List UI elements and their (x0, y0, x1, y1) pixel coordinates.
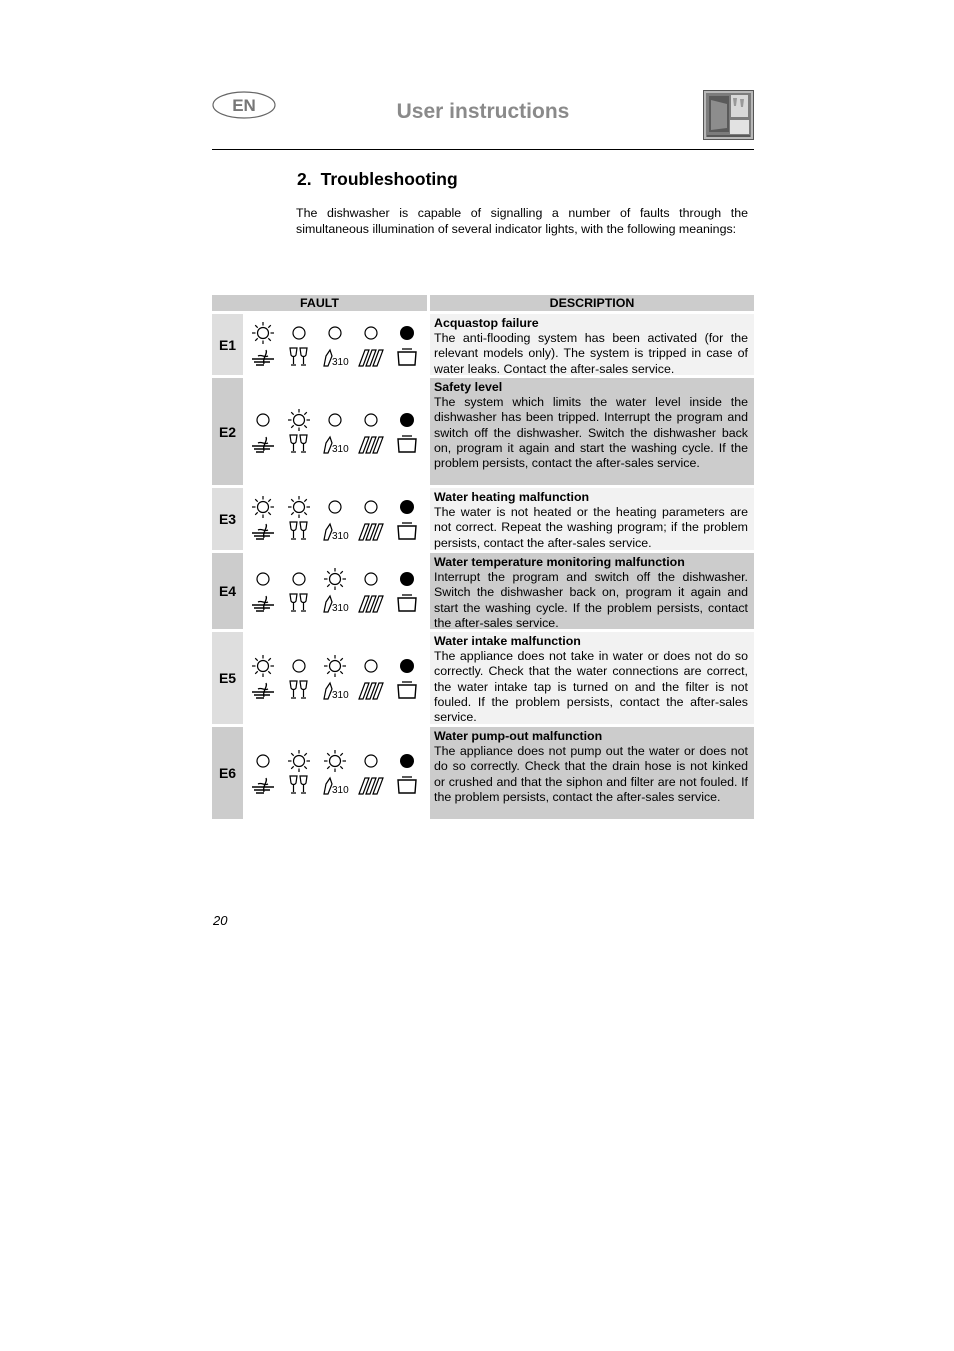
fault-text: Interrupt the program and switch off the dishwasher. Switch the dishwasher back on, program it again and start the washing cycle. If the problem persists, contact the after-sales service. (434, 570, 748, 630)
fault-description (430, 488, 754, 550)
fault-text: The appliance does not take in water or does not do so correctly. Check that the water connections are correct, the water intake tap is turned on and the filter is not fouled. If the problem persists, contact the after-sales service. (434, 649, 748, 725)
glass-icon (283, 679, 315, 701)
fault-code: E6 (212, 727, 243, 819)
indicator-light (319, 750, 351, 796)
salt-icon (319, 679, 351, 701)
language-badge (212, 90, 276, 120)
svg-text:310: 310 (332, 785, 349, 796)
fault-code: E4 (212, 553, 243, 629)
page-number: 20 (213, 913, 228, 928)
indicator-light (319, 322, 351, 368)
lamp-on-icon (394, 568, 420, 590)
salt-icon (319, 346, 351, 368)
indicator-lights (243, 488, 427, 550)
indicator-light (283, 409, 315, 455)
lamp-flashing-icon (322, 750, 348, 772)
table-row (212, 727, 754, 819)
indicator-light (283, 750, 315, 796)
indicator-lights (243, 632, 427, 724)
rinse-aid-icon (247, 346, 279, 368)
lamp-off-icon (286, 568, 312, 590)
lamp-off-icon (286, 322, 312, 344)
section-number: 2. (297, 169, 312, 189)
svg-text:310: 310 (332, 603, 349, 614)
glass-icon (283, 346, 315, 368)
cutlery-icon (355, 679, 387, 701)
rinse-aid-icon (247, 520, 279, 542)
fault-title: Acquastop failure (434, 316, 539, 330)
description-column-header: DESCRIPTION (430, 295, 754, 311)
svg-text:310: 310 (332, 443, 349, 455)
section-title-text: Troubleshooting (320, 169, 458, 189)
header-divider (212, 149, 754, 150)
indicator-light (391, 322, 423, 368)
fault-description (430, 632, 754, 724)
indicator-lights (243, 553, 427, 629)
lamp-off-icon (322, 496, 348, 518)
lamp-flashing-icon (322, 568, 348, 590)
cutlery-icon (355, 592, 387, 614)
cutlery-icon (355, 520, 387, 542)
indicator-light (391, 496, 423, 542)
pot-icon (391, 346, 423, 368)
lamp-off-icon (358, 322, 384, 344)
fault-text: The system which limits the water level inside the dishwasher has been tripped. Interrupt the program and switch off the dishwasher. Switch the dishwasher back on, program it again and start the washing cycle. If the problem persists, contact the after-sales service. (434, 395, 748, 471)
fault-description (430, 553, 754, 629)
lamp-on-icon (394, 655, 420, 677)
indicator-light (283, 568, 315, 614)
indicator-light (247, 409, 279, 455)
indicator-light (355, 322, 387, 368)
section-title (297, 169, 458, 190)
glass-icon (283, 592, 315, 614)
fault-code: E5 (212, 632, 243, 724)
indicator-light (355, 409, 387, 455)
table-row (212, 314, 754, 375)
salt-icon (319, 592, 351, 614)
dishwasher-photo-icon (703, 90, 754, 140)
indicator-light (247, 568, 279, 614)
indicator-light (355, 750, 387, 796)
lamp-on-icon (394, 750, 420, 772)
indicator-light (247, 322, 279, 368)
glass-icon (283, 433, 315, 455)
pot-icon (391, 592, 423, 614)
pot-icon (391, 774, 423, 796)
fault-code: E3 (212, 488, 243, 550)
indicator-light (283, 322, 315, 368)
fault-code: E2 (212, 378, 243, 485)
indicator-light (391, 568, 423, 614)
indicator-light (355, 568, 387, 614)
fault-title: Water temperature monitoring malfunction (434, 555, 685, 569)
indicator-light (355, 655, 387, 701)
lamp-off-icon (358, 750, 384, 772)
lamp-on-icon (394, 496, 420, 518)
fault-description (430, 314, 754, 375)
lamp-off-icon (322, 322, 348, 344)
cutlery-icon (355, 774, 387, 796)
lamp-off-icon (250, 568, 276, 590)
glass-icon (283, 520, 315, 542)
rinse-aid-icon (247, 433, 279, 455)
table-row (212, 488, 754, 550)
salt-icon (319, 774, 351, 796)
lamp-flashing-icon (286, 496, 312, 518)
lamp-off-icon (250, 750, 276, 772)
indicator-light (355, 496, 387, 542)
lamp-on-icon (394, 322, 420, 344)
lamp-off-icon (358, 496, 384, 518)
svg-text:310: 310 (332, 690, 349, 701)
indicator-light (391, 409, 423, 455)
glass-icon (283, 774, 315, 796)
pot-icon (391, 679, 423, 701)
page-header-title: User instructions (396, 100, 570, 123)
indicator-light (319, 655, 351, 701)
fault-text: The water is not heated or the heating parameters are not correct. Repeat the washing program; if the problem persists, contact the after-sales service. (434, 505, 748, 550)
fault-description (430, 727, 754, 819)
lamp-off-icon (358, 409, 384, 431)
pot-icon (391, 520, 423, 542)
fault-title: Safety level (434, 380, 503, 394)
rinse-aid-icon (247, 679, 279, 701)
fault-title: Water intake malfunction (434, 634, 581, 648)
lamp-off-icon (358, 655, 384, 677)
lamp-off-icon (286, 655, 312, 677)
fault-description (430, 378, 754, 485)
fault-column-header: FAULT (212, 295, 427, 311)
cutlery-icon (355, 433, 387, 455)
fault-code: E1 (212, 314, 243, 375)
salt-icon (319, 520, 351, 542)
indicator-light (247, 496, 279, 542)
lamp-flashing-icon (322, 655, 348, 677)
fault-title: Water pump-out malfunction (434, 729, 603, 743)
indicator-light (391, 750, 423, 796)
indicator-lights (243, 378, 427, 485)
lamp-flashing-icon (250, 322, 276, 344)
indicator-lights (243, 727, 427, 819)
lamp-flashing-icon (286, 750, 312, 772)
lamp-flashing-icon (250, 655, 276, 677)
table-row (212, 632, 754, 724)
lamp-off-icon (250, 409, 276, 431)
indicator-light (391, 655, 423, 701)
indicator-light (319, 409, 351, 455)
indicator-light (247, 750, 279, 796)
indicator-light (319, 568, 351, 614)
fault-title: Water heating malfunction (434, 490, 590, 504)
svg-text:310: 310 (332, 531, 349, 542)
rinse-aid-icon (247, 774, 279, 796)
indicator-light (283, 496, 315, 542)
indicator-light (283, 655, 315, 701)
lamp-on-icon (394, 409, 420, 431)
svg-text:310: 310 (332, 356, 349, 368)
intro-paragraph: The dishwasher is capable of signalling a number of faults through the simultaneous illumination of several indicator lights, with the following meanings: (296, 206, 748, 236)
lamp-flashing-icon (250, 496, 276, 518)
lamp-flashing-icon (286, 409, 312, 431)
table-row (212, 378, 754, 485)
indicator-light (319, 496, 351, 542)
lamp-off-icon (322, 409, 348, 431)
cutlery-icon (355, 346, 387, 368)
salt-icon (319, 433, 351, 455)
fault-text: The appliance does not pump out the water or does not do so correctly. Check that the drain hose is not kinked or crushed and that the siphon and filter are not fouled. If the problem persists, contact the after-sales service. (434, 744, 748, 804)
table-row (212, 553, 754, 629)
pot-icon (391, 433, 423, 455)
indicator-lights (243, 314, 427, 375)
language-badge-text: EN (232, 96, 256, 115)
rinse-aid-icon (247, 592, 279, 614)
fault-text: The anti-flooding system has been activated (for the relevant models only). The system is tripped in case of water leaks. Contact the after-sales service. (434, 331, 748, 376)
indicator-light (247, 655, 279, 701)
lamp-off-icon (358, 568, 384, 590)
